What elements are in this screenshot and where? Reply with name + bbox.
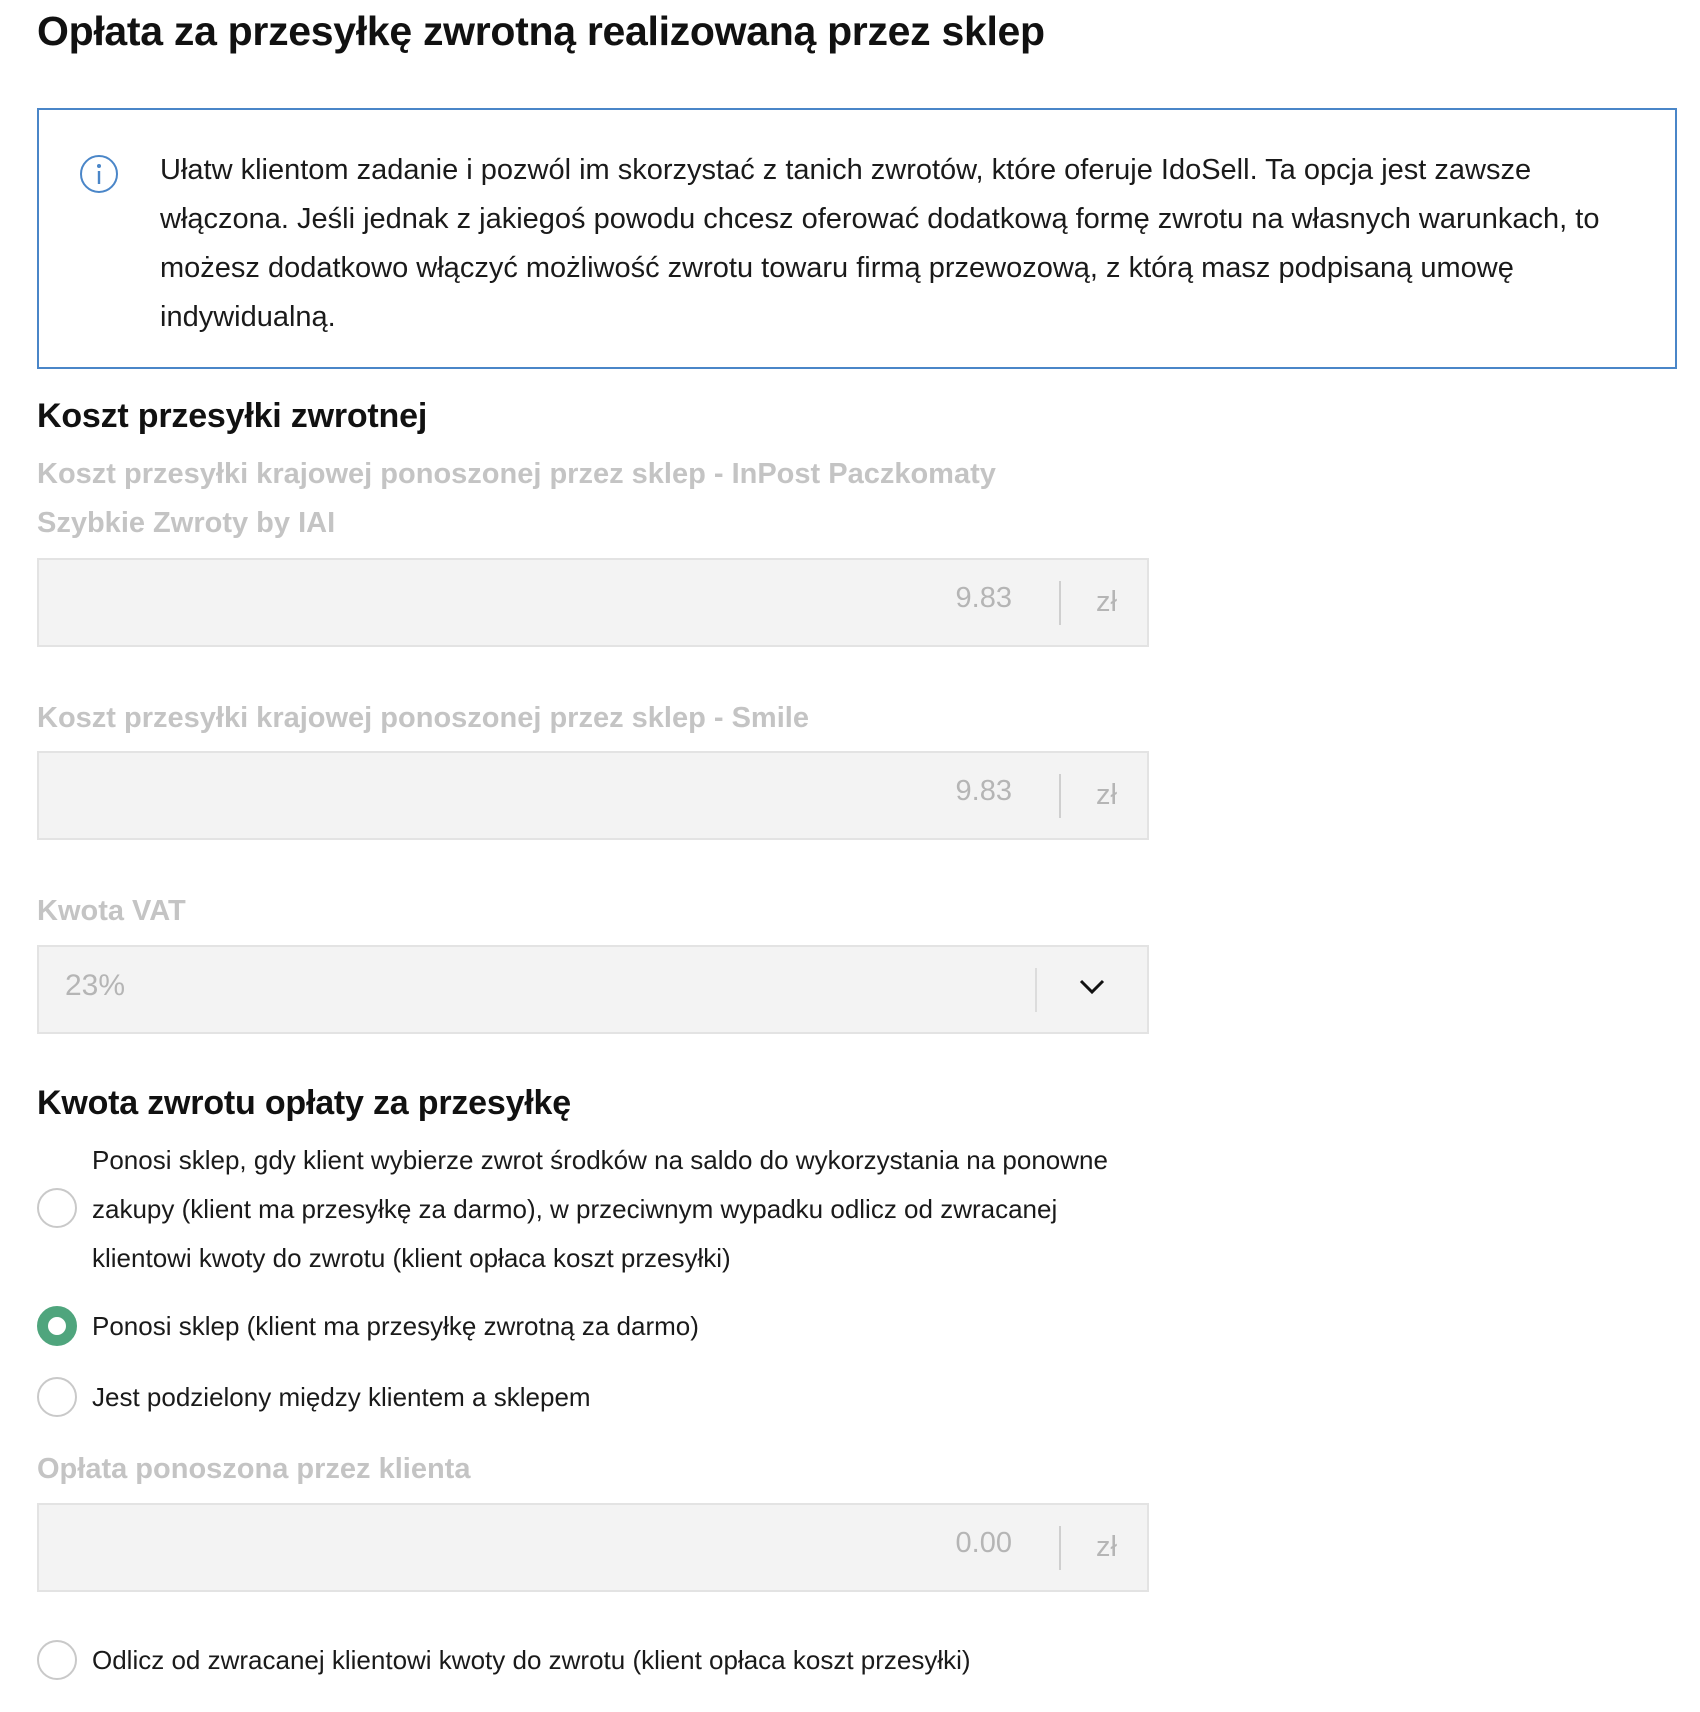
client-fee-label: Opłata ponoszona przez klienta <box>37 1453 471 1485</box>
input-divider <box>1059 581 1061 625</box>
radio-option-split-label[interactable]: Jest podzielony między klientem a sklepem <box>92 1382 591 1412</box>
input-divider <box>1059 1526 1061 1570</box>
client-fee-input[interactable] <box>37 1503 1149 1592</box>
radio-option-shop-pays-label[interactable]: Ponosi sklep (klient ma przesyłkę zwrotną za darmo) <box>92 1311 699 1341</box>
radio-option-saldo-label[interactable]: Ponosi sklep, gdy klient wybierze zwrot środków na saldo do wykorzystania na ponowne zakupy (klient ma przesyłkę za darmo), w przeciwnym wypadku odlicz od zwracanej klientowi kwoty do zwrotu (klient opłaca koszt przesyłki) <box>92 1145 1108 1273</box>
input-divider <box>1059 774 1061 818</box>
vat-select[interactable] <box>37 945 1149 1034</box>
section-title-refund: Kwota zwrotu opłaty za przesyłkę <box>37 1084 571 1122</box>
inpost-cost-label: Koszt przesyłki krajowej ponoszonej przez sklep - InPost Paczkomaty Szybkie Zwroty by IAI <box>37 458 996 539</box>
currency-unit: zł <box>1096 586 1117 618</box>
smile-cost-label: Koszt przesyłki krajowej ponoszonej przez sklep - Smile <box>37 702 809 734</box>
radio-option-split[interactable] <box>37 1377 77 1417</box>
info-box <box>37 108 1677 369</box>
inpost-cost-input[interactable] <box>37 558 1149 647</box>
radio-option-shop-pays[interactable] <box>37 1306 77 1346</box>
select-divider <box>1035 968 1037 1012</box>
info-icon <box>79 154 119 194</box>
radio-option-deduct[interactable] <box>37 1640 77 1680</box>
smile-cost-value: 9.83 <box>955 775 1012 807</box>
inpost-cost-value: 9.83 <box>955 582 1012 614</box>
client-fee-value: 0.00 <box>955 1527 1012 1559</box>
section-title-cost: Koszt przesyłki zwrotnej <box>37 397 428 435</box>
currency-unit: zł <box>1096 1531 1117 1563</box>
page-title: Opłata za przesyłkę zwrotną realizowaną przez sklep <box>37 8 1045 54</box>
info-text: Ułatw klientom zadanie i pozwól im skorzystać z tanich zwrotów, które oferuje IdoSell. Ta opcja jest zawsze włączona. Jeśli jednak z jakiegoś powodu chcesz oferować dodatkową formę zwrotu na własnych warunkach, to możesz dodatkowo włączyć możliwość zwrotu towaru firmą przewozową, z którą masz podpisaną umowę indywidualną. <box>160 154 1600 333</box>
chevron-down-icon[interactable] <box>1077 977 1107 997</box>
vat-select-value: 23% <box>65 969 126 1002</box>
radio-option-saldo[interactable] <box>37 1188 77 1228</box>
currency-unit: zł <box>1096 779 1117 811</box>
smile-cost-input[interactable] <box>37 751 1149 840</box>
radio-option-deduct-label[interactable]: Odlicz od zwracanej klientowi kwoty do zwrotu (klient opłaca koszt przesyłki) <box>92 1645 971 1675</box>
vat-label: Kwota VAT <box>37 895 186 927</box>
